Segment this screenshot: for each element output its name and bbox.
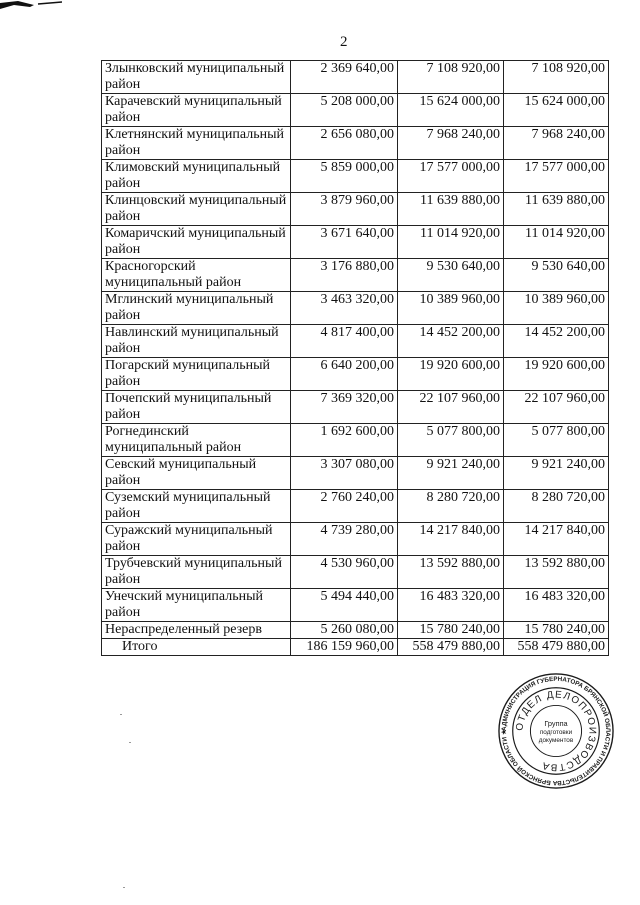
amount-col2-cell: 9 921 240,00 (398, 457, 504, 490)
district-name-cell: Рогнединский муниципальный район (102, 424, 291, 457)
table-row (102, 160, 609, 193)
district-name-cell: Красногорский муниципальный район (102, 259, 291, 292)
district-name-cell: Злынковский муниципальный район (102, 61, 291, 94)
table-row (102, 259, 609, 292)
district-name-cell: Унечский муниципальный район (102, 589, 291, 622)
district-name-cell: Нераспределенный резерв (102, 622, 291, 639)
table-row (102, 325, 609, 358)
district-name-cell: Карачевский муниципальный район (102, 94, 291, 127)
district-name-cell: Навлинский муниципальный район (102, 325, 291, 358)
amount-col3-cell: 14 217 840,00 (504, 523, 609, 556)
total-row (102, 639, 609, 656)
page-number: 2 (340, 34, 348, 50)
amount-col2-cell: 22 107 960,00 (398, 391, 504, 424)
amount-col3-cell: 7 968 240,00 (504, 127, 609, 160)
amount-col1-cell: 3 879 960,00 (291, 193, 398, 226)
amount-col1-cell: 5 208 000,00 (291, 94, 398, 127)
amount-col1-cell: 6 640 200,00 (291, 358, 398, 391)
scan-speck (123, 887, 125, 888)
amount-col2-cell: 558 479 880,00 (398, 639, 504, 656)
amount-col1-cell: 2 369 640,00 (291, 61, 398, 94)
stamp-center-line-2: подготовки (539, 728, 573, 736)
amount-col1-cell: 4 530 960,00 (291, 556, 398, 589)
amount-col1-cell: 4 817 400,00 (291, 325, 398, 358)
amount-col3-cell: 16 483 320,00 (504, 589, 609, 622)
district-name-cell: Трубчевский муниципальный район (102, 556, 291, 589)
amount-col3-cell: 14 452 200,00 (504, 325, 609, 358)
amount-col2-cell: 7 968 240,00 (398, 127, 504, 160)
amount-col2-cell: 15 624 000,00 (398, 94, 504, 127)
district-name-cell: Почепский муниципальный район (102, 391, 291, 424)
amount-col3-cell: 17 577 000,00 (504, 160, 609, 193)
amount-col3-cell: 10 389 960,00 (504, 292, 609, 325)
amount-col2-cell: 17 577 000,00 (398, 160, 504, 193)
amount-col3-cell: 11 014 920,00 (504, 226, 609, 259)
office-stamp (497, 672, 615, 790)
amount-col3-cell: 7 108 920,00 (504, 61, 609, 94)
district-name-cell: Суземский муниципальный район (102, 490, 291, 523)
amount-col3-cell: 15 624 000,00 (504, 94, 609, 127)
amount-col1-cell: 3 176 880,00 (291, 259, 398, 292)
table-row (102, 391, 609, 424)
amount-col2-cell: 5 077 800,00 (398, 424, 504, 457)
amount-col3-cell: 22 107 960,00 (504, 391, 609, 424)
amount-col1-cell: 5 859 000,00 (291, 160, 398, 193)
table-row (102, 457, 609, 490)
table-row (102, 292, 609, 325)
amount-col3-cell: 11 639 880,00 (504, 193, 609, 226)
amount-col2-cell: 10 389 960,00 (398, 292, 504, 325)
amount-col1-cell: 7 369 320,00 (291, 391, 398, 424)
district-name-cell: Клетнянский муниципальный район (102, 127, 291, 160)
table-row (102, 94, 609, 127)
amount-col2-cell: 15 780 240,00 (398, 622, 504, 639)
amount-col1-cell: 3 307 080,00 (291, 457, 398, 490)
amount-col2-cell: 16 483 320,00 (398, 589, 504, 622)
amount-col3-cell: 13 592 880,00 (504, 556, 609, 589)
table-row (102, 490, 609, 523)
amount-col2-cell: 7 108 920,00 (398, 61, 504, 94)
district-name-cell: Погарский муниципальный район (102, 358, 291, 391)
amount-col3-cell: 19 920 600,00 (504, 358, 609, 391)
district-name-cell: Клинцовский муниципальный район (102, 193, 291, 226)
amount-col2-cell: 9 530 640,00 (398, 259, 504, 292)
district-name-cell: Суражский муниципальный район (102, 523, 291, 556)
amount-col1-cell: 2 656 080,00 (291, 127, 398, 160)
table-row (102, 424, 609, 457)
amount-col2-cell: 14 452 200,00 (398, 325, 504, 358)
amount-col1-cell: 3 463 320,00 (291, 292, 398, 325)
amount-col1-cell: 4 739 280,00 (291, 523, 398, 556)
scan-speck (120, 714, 122, 715)
amount-col2-cell: 13 592 880,00 (398, 556, 504, 589)
amount-col2-cell: 19 920 600,00 (398, 358, 504, 391)
table-row (102, 523, 609, 556)
amount-col2-cell: 14 217 840,00 (398, 523, 504, 556)
stamp-center-line-1: Группа (544, 719, 568, 729)
table-row (102, 358, 609, 391)
amount-col3-cell: 9 921 240,00 (504, 457, 609, 490)
district-name-cell: Климовский муниципальный район (102, 160, 291, 193)
amount-col2-cell: 11 014 920,00 (398, 226, 504, 259)
district-name-cell: Комаричский муниципальный район (102, 226, 291, 259)
table-row (102, 622, 609, 639)
allocation-table (101, 60, 609, 656)
district-name-cell: Мглинский муниципальный район (102, 292, 291, 325)
amount-col3-cell: 558 479 880,00 (504, 639, 609, 656)
amount-col1-cell: 1 692 600,00 (291, 424, 398, 457)
amount-col3-cell: 5 077 800,00 (504, 424, 609, 457)
amount-col1-cell: 186 159 960,00 (291, 639, 398, 656)
table-row (102, 589, 609, 622)
table-row (102, 556, 609, 589)
amount-col2-cell: 8 280 720,00 (398, 490, 504, 523)
amount-col3-cell: 8 280 720,00 (504, 490, 609, 523)
amount-col2-cell: 11 639 880,00 (398, 193, 504, 226)
amount-col1-cell: 5 494 440,00 (291, 589, 398, 622)
scan-speck (129, 742, 131, 743)
stamp-center-line-3: документов (538, 736, 574, 744)
table-row (102, 61, 609, 94)
stamp-outer-text: АДМИНИСТРАЦИЯ ГУБЕРНАТОРА БРЯНСКОЙ ОБЛАСТИ И ПРАВИТЕЛЬСТВА БРЯНСКОЙ ОБЛАСТИ ★ (500, 675, 612, 787)
district-name-cell: Итого (102, 639, 291, 656)
table-body (102, 61, 609, 656)
table-row (102, 127, 609, 160)
amount-col3-cell: 9 530 640,00 (504, 259, 609, 292)
corner-mark (0, 0, 62, 14)
table-row (102, 193, 609, 226)
district-name-cell: Севский муниципальный район (102, 457, 291, 490)
amount-col1-cell: 5 260 080,00 (291, 622, 398, 639)
amount-col1-cell: 2 760 240,00 (291, 490, 398, 523)
table-row (102, 226, 609, 259)
amount-col3-cell: 15 780 240,00 (504, 622, 609, 639)
stamp-inner-text: ОТДЕЛ ДЕЛОПРОИЗВОДСТВА (514, 689, 598, 773)
amount-col1-cell: 3 671 640,00 (291, 226, 398, 259)
